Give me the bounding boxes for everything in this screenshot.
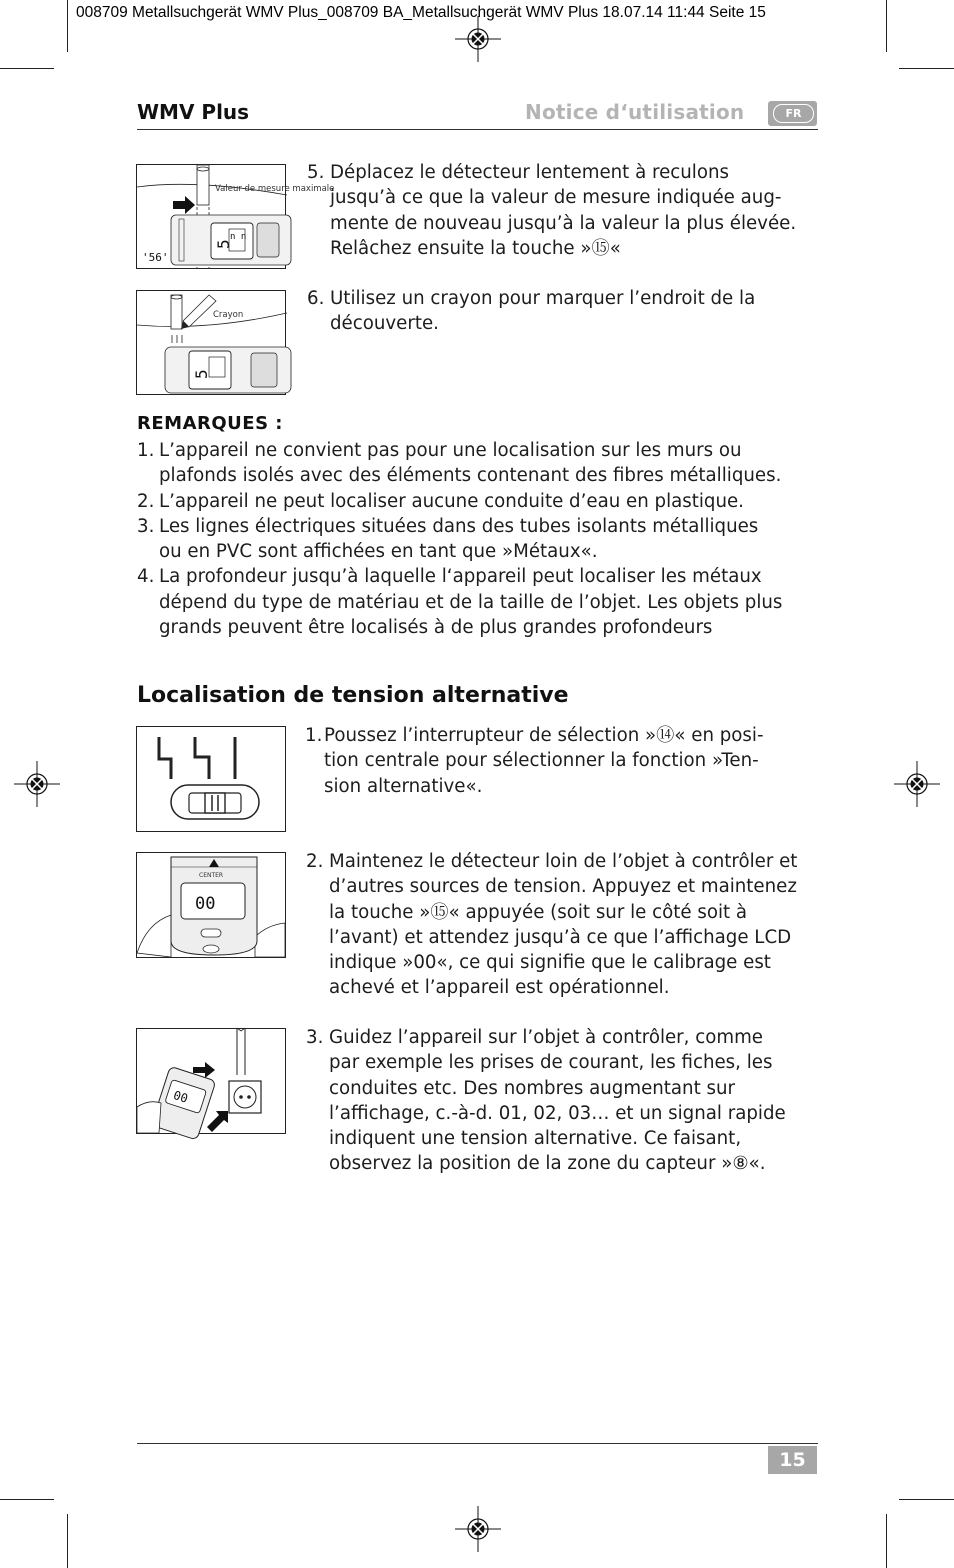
step-6 — [307, 286, 827, 337]
crop-mark — [886, 1514, 887, 1568]
remark-4 — [137, 564, 827, 640]
crop-mark — [67, 0, 68, 52]
remarks-heading: REMARQUES : — [137, 413, 284, 434]
step-line: Déplacez le détecteur lentement à reculons — [330, 162, 729, 183]
figure-selector-switch — [136, 726, 286, 832]
remark-number: 2. — [137, 490, 155, 512]
step-line: la touche »⑮« appuyée (soit sur le côté soit à — [329, 901, 748, 923]
svg-text:5: 5 — [192, 369, 211, 379]
step-line: Poussez l’interrupteur de sélection »⑭« en posi- — [324, 725, 764, 746]
svg-text:00: 00 — [171, 1088, 190, 1106]
figure-label-max-value: Valeur de mesure maximale — [215, 184, 335, 194]
step-line: Utilisez un crayon pour marquer l’endroit de la — [330, 288, 756, 309]
step-line: d’autres sources de tension. Appuyez et maintenez — [329, 876, 797, 898]
manual-subtitle: Notice d‘utilisation — [525, 100, 745, 124]
section-step-2 — [306, 849, 826, 1001]
step-line: sion alternative«. — [324, 775, 483, 797]
svg-text:n n: n n — [230, 232, 247, 242]
remark-number: 3. — [137, 515, 155, 537]
remark-line: ou en PVC sont affichées en tant que »Métaux«. — [159, 541, 598, 563]
step-number: 2. — [306, 851, 324, 872]
registration-mark-icon — [14, 761, 60, 807]
remarks-list — [137, 438, 827, 640]
figure-calibration — [136, 852, 286, 958]
step-line: observez la position de la zone du capteur »⑧«. — [329, 1153, 766, 1175]
header-rule — [137, 129, 818, 130]
remark-line: La profondeur jusqu’à laquelle l‘appareil peut localiser les métaux — [159, 566, 762, 588]
step-5 — [307, 160, 827, 261]
figure-max-value — [136, 164, 335, 269]
remark-2 — [137, 489, 827, 514]
remark-line: plafonds isolés avec des éléments contenant des fibres métalliques. — [159, 465, 782, 487]
crop-mark — [899, 68, 954, 69]
device-brand: CENTER — [199, 872, 224, 879]
step-line: Guidez l’appareil sur l’objet à contrôler, comme — [329, 1027, 763, 1048]
crop-mark — [899, 1499, 954, 1500]
crop-mark — [67, 1514, 68, 1568]
remark-line: Les lignes électriques situées dans des tubes isolants métalliques — [159, 515, 759, 537]
step-line: indique »00«, ce qui signifie que le calibrage est — [329, 952, 771, 974]
footer-rule — [137, 1443, 818, 1444]
step-line: conduites etc. Des nombres augmentant sur — [329, 1077, 735, 1099]
remark-3 — [137, 514, 827, 565]
step-line: découverte. — [330, 313, 439, 335]
step-line: par exemple les prises de courant, les fiches, les — [329, 1052, 773, 1074]
language-badge-label: FR — [773, 104, 814, 123]
step-number: 5. — [307, 162, 325, 183]
step-line: Maintenez le détecteur loin de l’objet à contrôler et — [329, 851, 798, 872]
step-line: l’avant) et attendez jusqu’à ce que l’affichage LCD — [329, 926, 792, 948]
section-step-3 — [306, 1025, 826, 1177]
step-line: l’affichage, c.-à-d. 01, 02, 03… et un signal rapide — [329, 1102, 786, 1124]
section-step-item — [305, 723, 825, 799]
svg-text:5: 5 — [214, 239, 233, 249]
crop-mark — [886, 0, 887, 52]
step-line: indiquent une tension alternative. Ce faisant, — [329, 1128, 742, 1150]
step-number: 1. — [305, 725, 323, 746]
figure-label-pencil: Crayon — [213, 310, 244, 320]
language-badge — [768, 101, 817, 126]
section-step-1 — [305, 723, 825, 799]
section-step-item — [306, 849, 826, 1001]
step-line: tion centrale pour sélectionner la fonction »Ten- — [324, 750, 759, 772]
remark-line: grands peuvent être localisés à de plus grandes profondeurs — [159, 617, 713, 639]
remark-1 — [137, 438, 827, 489]
remark-number: 4. — [137, 566, 155, 588]
figure-value-56: '56' — [142, 251, 169, 264]
step-list-top — [307, 160, 827, 261]
remark-line: L’appareil ne peut localiser aucune conduite d’eau en plastique. — [159, 490, 744, 512]
print-slug: 008709 Metallsuchgerät WMV Plus_008709 BA_Metallsuchgerät WMV Plus 18.07.14 11:44 Seite 15 — [76, 4, 766, 21]
remark-line: dépend du type de matériau et de la taille de l’objet. Les objets plus — [159, 591, 783, 613]
step-number: 6. — [307, 288, 325, 309]
step-line: mente de nouveau jusqu’à la valeur la plus élevée. — [330, 212, 797, 234]
crop-mark — [0, 1499, 54, 1500]
registration-mark-icon — [894, 761, 940, 807]
registration-mark-icon — [455, 1506, 501, 1552]
remark-line: L’appareil ne convient pas pour une localisation sur les murs ou — [159, 440, 742, 461]
figure-socket-detection — [136, 1028, 286, 1134]
device-display-value: 00 — [195, 894, 216, 914]
step-number: 3. — [306, 1027, 324, 1048]
step-line: jusqu’à ce que la valeur de mesure indiquée aug- — [330, 187, 782, 209]
section-step-item — [306, 1025, 826, 1177]
manual-title: WMV Plus — [137, 100, 250, 124]
figure-pencil-mark — [136, 290, 286, 395]
registration-mark-icon — [455, 16, 501, 62]
step-line: Relâchez ensuite la touche »⑮« — [330, 237, 621, 259]
step-list-top-2 — [307, 286, 827, 337]
section-heading: Localisation de tension alternative — [137, 683, 569, 708]
step-line: achevé et l’appareil est opérationnel. — [329, 977, 670, 999]
page-number: 15 — [768, 1446, 817, 1474]
remark-number: 1. — [137, 440, 155, 461]
crop-mark — [0, 68, 54, 69]
